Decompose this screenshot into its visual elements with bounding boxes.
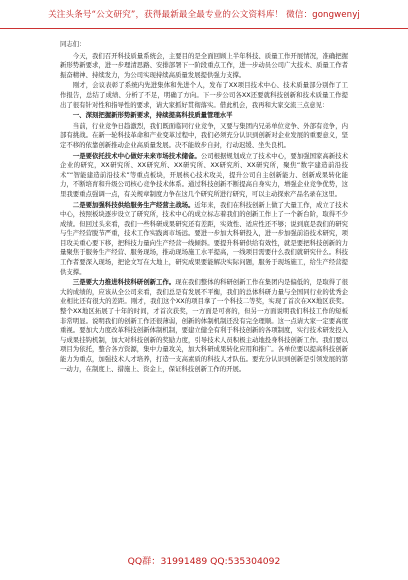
paragraph-lead: 二是要加强科技供给服务生产经营主战场。 [72,200,195,209]
paragraph-text: 公司根据规划成立了技术中心，要加强国家高新技术企业的研究，XX研究所、XX研究所、XX研究所、XX研究所、XX研究所，聚焦“数字建造前沿技术”“智能建造前沿技术”等重点板块，开展核心技术攻关，提升公司自主创新能力、创新成果转化能力，不断培育和升级公司核心竞争技术体系。通过科技创新不断提高自身实力，增强企业竞争优势，这里我要重点强调一点，有关规章制度力争在这几个研究所进行研究，可以主动探索产品名录在这里。 [60,151,349,198]
section-heading-1 [60,111,348,121]
paragraph-4 [60,152,348,200]
paragraph-lead: 三是要大力推进科技科研创新工作。 [72,278,176,287]
paragraph-2 [60,81,348,110]
paragraph-5 [60,201,348,278]
paragraph-text: 现在我们整体的科研创新工作在集团内是偏低的，是取得了很大的成绩的，应该从全公司来看，我们总是有发展不平衡，我们的总体科研力量与全国同行业的优秀企业相比还有很大的差距。刚才，我们这个XX的项目拿了一个科技二等奖，实现了首次在XX地区获奖。整个XX地区拓展了十年的时间，才首次获奖，一方面是可喜的，但另一方面说明我们科技工作的短板非常明显。说明我们的创新工作还很薄弱，创新的体制机制还没有完全理顺。这一点请大家一定要高度重视。要加大力度改革科技创新体制机制，要建立健全有利于科技创新的各项制度，实行技术研发投入与成果挂钩机制，加大对科技创新的奖励力度，引导技术人员积极主动地投身科技创新工作。我们要以项目为依托，整合各方资源，集中力量攻关，加大科研成果转化应用和推广。各单位要以提高科技创新能力为重点，加强技术人才培养，打造一支高素质的科技人才队伍。要充分认识到创新是引领发展的第一动力，在制度上、措施上、资金上，保证科技创新工作的开展。 [60,278,349,373]
heading-text: 一、深刻把握新形势新要求，持续提高科技质量管理水平 [72,111,233,120]
footer-contact-text: QQ群：31991489 QQ:535304092 [127,556,281,567]
paragraph-lead: 一是要依托技术中心做好未来市场技术储备。 [72,151,201,160]
footer-contact [0,550,408,570]
paragraph-1 [60,52,348,81]
paragraph-3 [60,122,348,151]
paragraph-text: 刚才，会议表彰了系统内先进集体和先进个人，发布了XX项目技术中心、技术质量部分别作了工作报告，总结了成绩、分析了不足，明确了方向。下一步公司各XX还要就科技创新和技术质量工作提出了很有针对性和指导性的要求，请大家抓好贯彻落实。借此机会，我再和大家交流三点意见： [60,81,348,109]
paragraph-text: 当前，行业竞争日趋激烈，我们既面临同行业竞争，又要与集团内兄弟单位竞争、外部有竞争，内部有挑战。在新一轮科技革命和产业变革过程中，我们必须充分认识到创新对企业发展的重要意义，坚定不移的依靠创新推动企业高质量发展。决不能故步自封，行动迟缓、坐失良机。 [60,121,348,149]
greeting: 同志们： [60,40,86,48]
paragraph-6 [60,278,348,374]
paragraph-text: 近年来，我们在科技创新上做了大量工作，成立了技术中心，按照板块逐步设立了研究所，技术中心的成立标志着我们的创新工作上了一个新台阶，取得不少成绩。但回过头来看，我们一些科研成果研究还有差距，实效性、适应性还不够；说到底是我们的研究与生产经营脱节严重，技术工作实践离市场远。要进一步加大科研投入，进一步加强前沿技术研究，项目攻关重心要下移，把科技力量向生产经营一线倾斜。要提升科研供给有效性，就是要把科技创新的力量聚焦于服务生产经营、服务现场，推动现场施工水平提高，一线项目需要什么我们就研究什么。科技工作者要深入现场，把论文写在大地上，研究成果要能解决实际问题，服务于现场施工，给生产经营提供支撑。 [60,200,349,276]
banner-text: 关注头条号“公文研究”，获得最新最全最专业的公文资料库！ 微信：gongwenyj [48,10,360,20]
header-banner [0,0,408,29]
paragraph-text: 今天，我们召开科技质量系统会，主要目的是全面回顾上半年科技、质量工作开展情况，准确把握新形势新要求，进一步理清思路、安排部署下一阶段重点工作，进一步动员公司广大技术、质量工作者振奋精神、持续发力，为公司实现持续高质量发展提供强力支撑。 [60,51,348,79]
document-body [60,40,348,374]
